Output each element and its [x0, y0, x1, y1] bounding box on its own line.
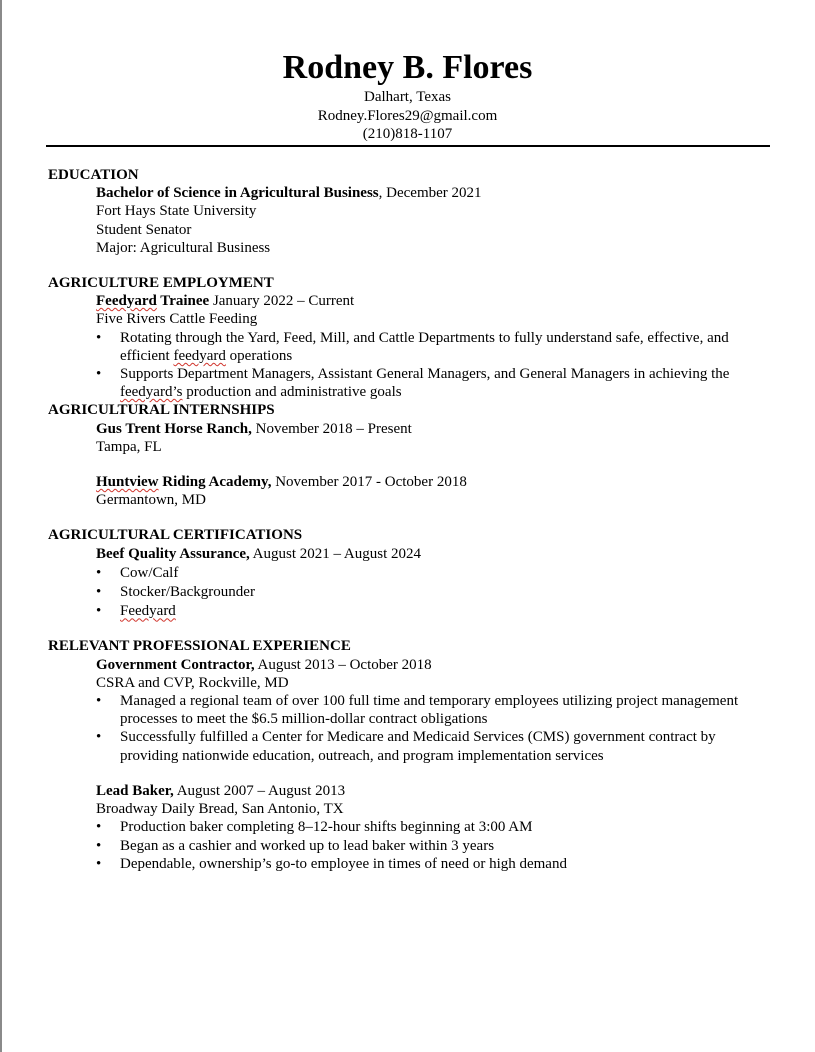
list-item: [96, 855, 768, 873]
spellcheck-word: feedyard: [173, 347, 226, 364]
job-title-word1: Feedyard: [96, 293, 157, 310]
spacer: [48, 509, 768, 526]
bullet-icon: •: [96, 329, 102, 346]
spacer: [48, 257, 768, 274]
school-name: Fort Hays State University: [96, 203, 257, 220]
job-dates: August 2013 – October 2018: [254, 656, 432, 673]
bullet-text: Successfully fulfilled a Center for Medicare and Medicaid Services (CMS) government contract by providing nationwide education, outreach, and program implementation services: [120, 729, 716, 764]
spellcheck-word: feedyard’s: [120, 384, 183, 401]
bullet-text: Production baker completing 8–12-hour shifts beginning at 3:00 AM: [120, 819, 533, 836]
candidate-name: Rodney B. Flores: [282, 49, 533, 86]
bullet-icon: •: [96, 584, 102, 601]
major: Major: Agricultural Business: [96, 239, 271, 256]
job-title: Government Contractor,: [96, 656, 255, 673]
school-role: Student Senator: [96, 221, 192, 238]
job-title: Lead Baker,: [96, 782, 174, 799]
education-section: [48, 166, 768, 257]
job-title-word2: Trainee: [156, 293, 210, 310]
employer: CSRA and CVP, Rockville, MD: [96, 674, 289, 691]
list-item: [96, 602, 768, 620]
bullet-icon: •: [96, 729, 102, 746]
professional-section: [48, 637, 768, 872]
resume-body: [48, 166, 768, 873]
list-item: [96, 329, 768, 365]
employer: Five Rivers Cattle Feeding: [96, 311, 258, 328]
spacer: [48, 620, 768, 637]
resume-header: [0, 48, 815, 144]
internship-location: Germantown, MD: [96, 492, 206, 509]
spacer: [48, 765, 768, 782]
bullet-list: [48, 692, 768, 765]
bullet-text: Managed a regional team of over 100 full time and temporary employees utilizing project management processes to meet the $6.5 million-dollar contract obligations: [120, 693, 739, 728]
certification-line: [48, 545, 768, 563]
degree-date: , December 2021: [378, 185, 482, 202]
internship-name: Gus Trent Horse Ranch,: [96, 420, 252, 437]
ag-employment-section: [48, 274, 768, 401]
degree-line: [48, 184, 768, 202]
bullet-icon: •: [96, 693, 102, 710]
bullet-icon: •: [96, 564, 102, 581]
internship-line: [48, 420, 768, 438]
job-line: [48, 656, 768, 674]
list-item: [96, 564, 768, 582]
job-dates: January 2022 – Current: [209, 293, 355, 310]
list-item: [96, 837, 768, 855]
certifications-section: [48, 526, 768, 620]
internship-name: Riding Academy,: [158, 474, 272, 491]
bullet-text: Supports Department Managers, Assistant General Managers, and General Managers in achieving the: [120, 366, 730, 383]
internship-location: Tampa, FL: [96, 438, 162, 455]
job-dates: August 2007 – August 2013: [173, 782, 346, 799]
bullet-list: [48, 564, 768, 621]
header-divider: [46, 145, 770, 147]
bullet-text: production and administrative goals: [182, 384, 402, 401]
bullet-text: Dependable, ownership’s go-to employee in times of need or high demand: [120, 855, 567, 872]
job-line: [48, 782, 768, 800]
list-item: [96, 365, 768, 401]
section-title-education: EDUCATION: [48, 167, 139, 183]
internships-section: [48, 401, 768, 509]
bullet-icon: •: [96, 366, 102, 383]
internship-line: [48, 473, 768, 491]
list-item: [96, 728, 768, 764]
bullet-text: Cow/Calf: [120, 564, 179, 581]
internship-name-mark: Huntview: [96, 474, 159, 491]
certification-name: Beef Quality Assurance,: [96, 545, 250, 562]
bullet-text: Began as a cashier and worked up to lead baker within 3 years: [120, 837, 495, 854]
section-title-certifications: AGRICULTURAL CERTIFICATIONS: [48, 527, 303, 544]
section-title-ag-employment: AGRICULTURE EMPLOYMENT: [48, 275, 274, 292]
bullet-text: operations: [225, 347, 293, 364]
internship-dates: November 2018 – Present: [251, 420, 412, 437]
bullet-icon: •: [96, 819, 102, 836]
bullet-list: [48, 329, 768, 402]
internship-dates: November 2017 - October 2018: [271, 474, 467, 491]
bullet-list: [48, 818, 768, 873]
employer: Broadway Daily Bread, San Antonio, TX: [96, 801, 344, 818]
section-title-professional: RELEVANT PROFESSIONAL EXPERIENCE: [48, 638, 351, 655]
list-item: [96, 692, 768, 728]
phone: (210)818-1107: [362, 126, 453, 142]
bullet-icon: •: [96, 855, 102, 872]
bullet-icon: •: [96, 603, 102, 620]
list-item: [96, 818, 768, 836]
job-line: [48, 292, 768, 310]
bullet-text: Stocker/Backgrounder: [120, 584, 255, 601]
location: Dalhart, Texas: [364, 89, 451, 105]
bullet-text: Feedyard: [120, 603, 176, 620]
bullet-text: Rotating through the Yard, Feed, Mill, and Cattle Departments to fully understand safe, effective, and efficient: [120, 329, 729, 364]
page-left-edge: [0, 0, 2, 1052]
bullet-icon: •: [96, 837, 102, 854]
spacer: [48, 456, 768, 473]
section-title-internships: AGRICULTURAL INTERNSHIPS: [48, 402, 275, 419]
degree-name: Bachelor of Science in Agricultural Business: [96, 185, 379, 202]
certification-dates: August 2021 – August 2024: [249, 545, 422, 562]
email: Rodney.Flores29@gmail.com: [317, 107, 498, 124]
list-item: [96, 583, 768, 601]
